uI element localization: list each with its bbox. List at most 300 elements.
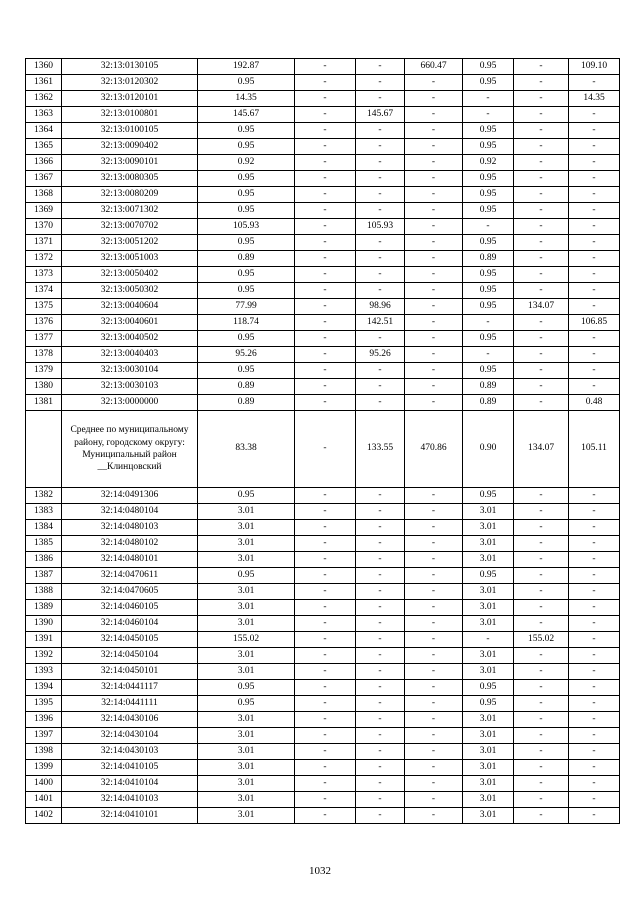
value-cell: - [356,488,405,504]
value-cell: 3.01 [198,664,295,680]
value-cell: - [569,520,620,536]
value-cell: - [514,91,569,107]
value-cell: 3.01 [463,728,514,744]
value-cell: - [569,331,620,347]
value-cell: - [405,187,463,203]
row-number-cell: 1379 [26,363,62,379]
value-cell: - [295,648,356,664]
row-number-cell: 1396 [26,712,62,728]
value-cell: - [514,504,569,520]
value-cell: 0.95 [463,696,514,712]
value-cell: - [569,203,620,219]
value-cell: 0.95 [198,123,295,139]
table-row [26,536,620,552]
value-cell: - [295,488,356,504]
value-cell: - [514,155,569,171]
row-number-cell: 1384 [26,520,62,536]
value-cell: - [514,536,569,552]
value-cell: - [405,648,463,664]
value-cell: - [569,235,620,251]
value-cell: 3.01 [463,536,514,552]
value-cell: - [356,331,405,347]
row-number-cell: 1365 [26,139,62,155]
table-row [26,616,620,632]
value-cell: - [295,568,356,584]
value-cell: - [295,792,356,808]
value-cell: - [514,808,569,824]
value-cell: - [514,123,569,139]
table-row [26,488,620,504]
value-cell: - [405,235,463,251]
cadastral-number-cell: 32:13:0030103 [62,379,198,395]
value-cell: - [514,363,569,379]
value-cell: - [405,696,463,712]
cadastral-number-cell: 32:13:0040403 [62,347,198,363]
value-cell: 0.95 [198,171,295,187]
value-cell: - [569,728,620,744]
value-cell: - [356,536,405,552]
cadastral-number-cell: 32:14:0450105 [62,632,198,648]
value-cell: 3.01 [198,504,295,520]
cadastral-number-cell: 32:13:0120101 [62,91,198,107]
row-number-cell: 1380 [26,379,62,395]
value-cell: - [356,696,405,712]
cadastral-number-cell: 32:13:0051202 [62,235,198,251]
cadastral-number-cell: 32:13:0090101 [62,155,198,171]
cadastral-number-cell: 32:14:0410103 [62,792,198,808]
table-row [26,363,620,379]
value-cell: - [405,299,463,315]
value-cell: 0.95 [463,203,514,219]
value-cell: - [405,776,463,792]
cadastral-number-cell: 32:13:0090402 [62,139,198,155]
value-cell: 0.95 [463,568,514,584]
row-number-cell: 1382 [26,488,62,504]
row-number-cell: 1367 [26,171,62,187]
summary-value-cell: 0.90 [463,411,514,488]
value-cell: - [356,267,405,283]
value-cell: - [514,107,569,123]
table-row [26,315,620,331]
value-cell: - [514,696,569,712]
summary-value-cell: - [295,411,356,488]
row-number-cell: 1361 [26,75,62,91]
row-number-cell: 1376 [26,315,62,331]
value-cell: - [569,568,620,584]
value-cell: 0.89 [463,395,514,411]
value-cell: 134.07 [514,299,569,315]
value-cell: 155.02 [514,632,569,648]
value-cell: - [405,552,463,568]
value-cell: - [405,155,463,171]
table-row [26,600,620,616]
value-cell: - [356,760,405,776]
value-cell: - [463,632,514,648]
value-cell: - [514,520,569,536]
summary-value-cell: 105.11 [569,411,620,488]
value-cell: - [356,600,405,616]
value-cell: 3.01 [463,712,514,728]
value-cell: - [356,728,405,744]
value-cell: 3.01 [198,648,295,664]
value-cell: - [405,203,463,219]
value-cell: - [514,664,569,680]
value-cell: 3.01 [463,504,514,520]
value-cell: - [514,776,569,792]
value-cell: 0.95 [463,299,514,315]
cadastral-number-cell: 32:13:0051003 [62,251,198,267]
value-cell: 0.95 [198,680,295,696]
value-cell: 0.95 [198,488,295,504]
value-cell: - [569,363,620,379]
value-cell: - [514,251,569,267]
value-cell: 3.01 [198,536,295,552]
value-cell: - [295,379,356,395]
row-number-cell: 1372 [26,251,62,267]
value-cell: - [569,299,620,315]
value-cell: - [356,91,405,107]
value-cell: 3.01 [463,616,514,632]
table-row [26,760,620,776]
summary-value-cell: 134.07 [514,411,569,488]
value-cell: - [295,107,356,123]
value-cell: - [405,331,463,347]
value-cell: - [405,616,463,632]
value-cell: - [569,792,620,808]
row-number-cell: 1399 [26,760,62,776]
value-cell: - [514,315,569,331]
value-cell: - [356,187,405,203]
table-row [26,792,620,808]
table-row [26,107,620,123]
value-cell: 98.96 [356,299,405,315]
value-cell: - [514,331,569,347]
value-cell: - [569,616,620,632]
value-cell: 0.95 [198,568,295,584]
value-cell: - [569,171,620,187]
value-cell: - [295,520,356,536]
cadastral-number-cell: 32:13:0080305 [62,171,198,187]
value-cell: 3.01 [198,744,295,760]
value-cell: - [295,680,356,696]
value-cell: - [356,171,405,187]
cadastral-number-cell: 32:14:0441111 [62,696,198,712]
value-cell: 3.01 [198,616,295,632]
cadastral-number-cell: 32:13:0000000 [62,395,198,411]
table-row [26,680,620,696]
value-cell: - [569,808,620,824]
table-row [26,139,620,155]
value-cell: - [514,792,569,808]
value-cell: 0.95 [198,75,295,91]
value-cell: - [356,379,405,395]
row-number-cell: 1381 [26,395,62,411]
row-number-cell: 1375 [26,299,62,315]
table-row [26,267,620,283]
cadastral-number-cell: 32:13:0071302 [62,203,198,219]
value-cell: - [356,632,405,648]
value-cell: - [405,283,463,299]
value-cell: 3.01 [463,760,514,776]
value-cell: 0.92 [463,155,514,171]
cadastral-number-cell: 32:14:0430103 [62,744,198,760]
value-cell: - [569,552,620,568]
value-cell: - [405,107,463,123]
cadastral-number-cell: 32:13:0100105 [62,123,198,139]
value-cell: - [569,123,620,139]
summary-value-cell: 83.38 [198,411,295,488]
value-cell: - [514,760,569,776]
value-cell: - [295,728,356,744]
table-row [26,235,620,251]
value-cell: - [356,59,405,75]
value-cell: 142.51 [356,315,405,331]
value-cell: - [295,600,356,616]
value-cell: - [356,744,405,760]
value-cell: 3.01 [198,600,295,616]
cadastral-number-cell: 32:14:0410105 [62,760,198,776]
value-cell: - [295,760,356,776]
value-cell: - [514,712,569,728]
value-cell: - [514,488,569,504]
value-cell: - [569,600,620,616]
table-body-upper [26,59,620,411]
table-row [26,728,620,744]
value-cell: 14.35 [569,91,620,107]
summary-row [26,411,620,488]
value-cell: 3.01 [463,808,514,824]
table-row [26,696,620,712]
table-row [26,299,620,315]
row-number-cell: 1364 [26,123,62,139]
value-cell: 3.01 [198,520,295,536]
value-cell: - [569,648,620,664]
value-cell: - [405,91,463,107]
cadastral-number-cell: 32:13:0050302 [62,283,198,299]
value-cell: 0.95 [463,363,514,379]
value-cell: - [405,488,463,504]
value-cell: 3.01 [463,664,514,680]
value-cell: 3.01 [463,520,514,536]
value-cell: 0.95 [463,488,514,504]
value-cell: 3.01 [463,584,514,600]
row-number-cell: 1370 [26,219,62,235]
value-cell: - [356,123,405,139]
row-number-cell: 1371 [26,235,62,251]
value-cell: - [295,155,356,171]
value-cell: - [356,568,405,584]
value-cell: 3.01 [198,552,295,568]
value-cell: 0.95 [198,187,295,203]
cadastral-number-cell: 32:14:0470611 [62,568,198,584]
value-cell: - [405,379,463,395]
value-cell: - [514,600,569,616]
value-cell: 3.01 [463,600,514,616]
value-cell: 145.67 [198,107,295,123]
table-row [26,584,620,600]
row-number-cell: 1398 [26,744,62,760]
table-row [26,91,620,107]
value-cell: - [569,488,620,504]
row-number-cell: 1393 [26,664,62,680]
value-cell: - [405,744,463,760]
value-cell: - [405,267,463,283]
value-cell: 0.95 [463,331,514,347]
cadastral-number-cell: 32:13:0100801 [62,107,198,123]
summary-label-cell: Среднее по муниципальному району, городскому округу: Муниципальный район __Клинцовский [62,411,198,488]
value-cell: - [295,219,356,235]
value-cell: - [569,712,620,728]
summary-section [26,411,620,488]
value-cell: - [514,379,569,395]
cadastral-number-cell: 32:14:0450104 [62,648,198,664]
value-cell: - [295,203,356,219]
cadastral-number-cell: 32:14:0410104 [62,776,198,792]
value-cell: - [405,395,463,411]
value-cell: - [405,139,463,155]
value-cell: - [514,235,569,251]
cadastral-number-cell: 32:13:0130105 [62,59,198,75]
table-row [26,219,620,235]
value-cell: 0.95 [463,235,514,251]
cadastral-number-cell: 32:13:0050402 [62,267,198,283]
cadastral-number-cell: 32:13:0040601 [62,315,198,331]
value-cell: - [295,584,356,600]
cadastral-number-cell: 32:13:0120302 [62,75,198,91]
value-cell: - [569,155,620,171]
value-cell: - [569,283,620,299]
value-cell: - [295,552,356,568]
table-row [26,251,620,267]
value-cell: - [295,363,356,379]
value-cell: 3.01 [198,728,295,744]
row-number-cell: 1368 [26,187,62,203]
value-cell: - [405,680,463,696]
value-cell: - [295,347,356,363]
value-cell: 0.95 [463,123,514,139]
cadastral-number-cell: 32:14:0491306 [62,488,198,504]
table-row [26,808,620,824]
row-number-cell: 1402 [26,808,62,824]
row-number-cell: 1386 [26,552,62,568]
value-cell: - [295,536,356,552]
cadastral-number-cell: 32:13:0040604 [62,299,198,315]
value-cell: - [514,552,569,568]
row-number-cell: 1362 [26,91,62,107]
value-cell: - [405,584,463,600]
row-number-cell: 1392 [26,648,62,664]
value-cell: 0.89 [198,251,295,267]
value-cell: - [295,331,356,347]
value-cell: 105.93 [356,219,405,235]
row-number-cell: 1360 [26,59,62,75]
value-cell: 0.95 [463,680,514,696]
value-cell: - [295,776,356,792]
value-cell: 660.47 [405,59,463,75]
value-cell: - [514,75,569,91]
value-cell: - [514,584,569,600]
value-cell: - [405,712,463,728]
row-number-cell: 1401 [26,792,62,808]
value-cell: - [405,568,463,584]
cadastral-number-cell: 32:14:0480104 [62,504,198,520]
value-cell: - [295,283,356,299]
table-row [26,776,620,792]
value-cell: - [295,808,356,824]
value-cell: - [405,504,463,520]
value-cell: 0.95 [198,203,295,219]
value-cell: 3.01 [463,744,514,760]
value-cell: - [295,504,356,520]
value-cell: - [463,219,514,235]
value-cell: - [295,75,356,91]
value-cell: - [569,107,620,123]
value-cell: 0.95 [463,267,514,283]
value-cell: 0.95 [463,283,514,299]
value-cell: 106.85 [569,315,620,331]
value-cell: - [569,139,620,155]
value-cell: 3.01 [198,712,295,728]
row-number-cell: 1378 [26,347,62,363]
value-cell: - [356,680,405,696]
value-cell: - [356,395,405,411]
table-row [26,187,620,203]
value-cell: 0.95 [463,75,514,91]
value-cell: 0.95 [198,267,295,283]
value-cell: 105.93 [198,219,295,235]
value-cell: - [569,760,620,776]
row-number-cell: 1363 [26,107,62,123]
value-cell: 118.74 [198,315,295,331]
data-table [25,58,620,824]
value-cell: - [405,664,463,680]
cadastral-number-cell: 32:13:0080209 [62,187,198,203]
value-cell: - [569,584,620,600]
value-cell: - [356,648,405,664]
value-cell: - [463,107,514,123]
table-row [26,504,620,520]
value-cell: - [356,552,405,568]
value-cell: - [569,632,620,648]
value-cell: - [295,632,356,648]
value-cell: - [295,712,356,728]
value-cell: - [463,91,514,107]
value-cell: 155.02 [198,632,295,648]
table-row [26,664,620,680]
value-cell: 3.01 [463,792,514,808]
value-cell: - [569,536,620,552]
value-cell: 95.26 [356,347,405,363]
value-cell: 0.95 [463,171,514,187]
table-row [26,568,620,584]
value-cell: - [295,187,356,203]
row-number-cell: 1373 [26,267,62,283]
value-cell: 77.99 [198,299,295,315]
value-cell: - [569,696,620,712]
cadastral-number-cell: 32:14:0480101 [62,552,198,568]
value-cell: 0.89 [198,379,295,395]
value-cell: - [405,808,463,824]
value-cell: 0.95 [463,139,514,155]
value-cell: 0.92 [198,155,295,171]
value-cell: 109.10 [569,59,620,75]
row-number-cell: 1366 [26,155,62,171]
value-cell: 3.01 [198,776,295,792]
value-cell: - [514,347,569,363]
value-cell: 0.95 [198,696,295,712]
page-number: 1032 [309,865,331,877]
value-cell: - [356,664,405,680]
